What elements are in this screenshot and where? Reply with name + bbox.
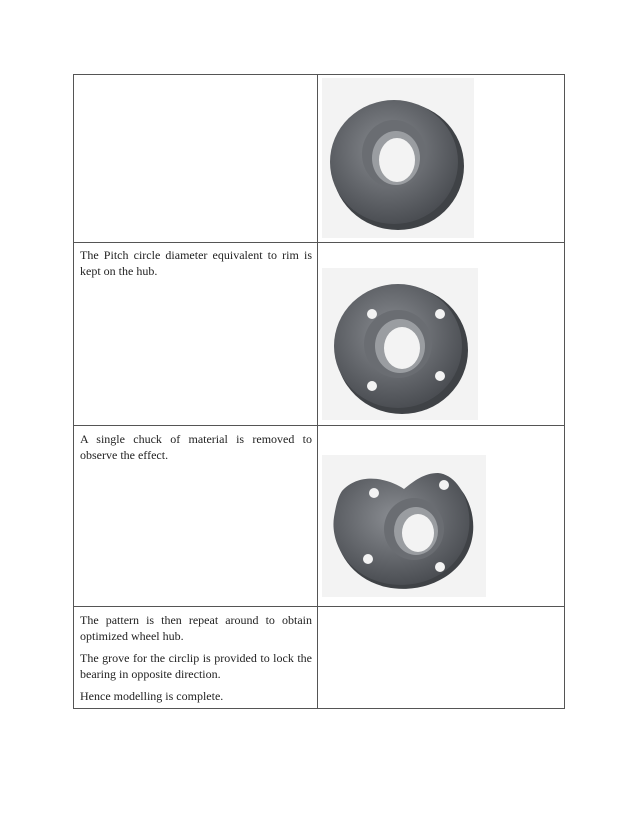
row-4-paragraph-3: Hence modelling is complete.	[80, 689, 224, 703]
row-2-paragraph: The Pitch circle diameter equivalent to rim is kept on the hub.	[80, 248, 312, 278]
row-3-text	[80, 431, 312, 469]
row-4-text	[80, 612, 312, 710]
row-divider-2	[74, 425, 564, 426]
row-2-text	[80, 247, 312, 285]
row-4-paragraph-1: The pattern is then repeat around to obtain optimized wheel hub.	[80, 613, 312, 643]
flange-image-1	[322, 78, 474, 238]
row-3-paragraph: A single chuck of material is removed to observe the effect.	[80, 432, 312, 462]
row-4-paragraph-2: The grove for the circlip is provided to lock the bearing in opposite direction.	[80, 651, 312, 681]
row-divider-3	[74, 606, 564, 607]
flange-image-3	[322, 455, 486, 597]
document-table	[73, 74, 565, 709]
flange-image-2	[322, 268, 478, 420]
column-divider	[317, 75, 318, 708]
row-divider-1	[74, 242, 564, 243]
